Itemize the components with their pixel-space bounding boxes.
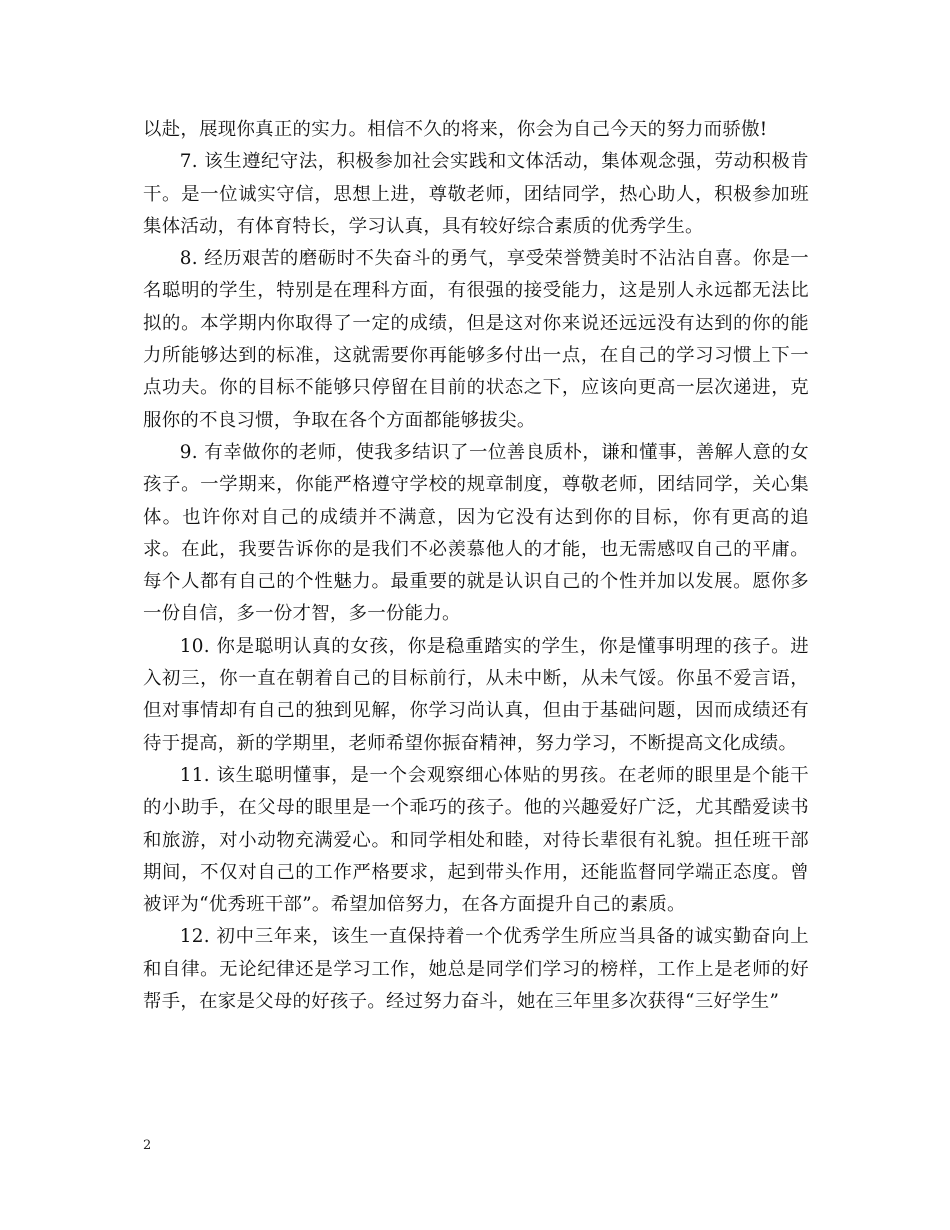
paragraph-item-10: 10. 你是聪明认真的女孩，你是稳重踏实的学生，你是懂事明理的孩子。进入初三，你一直在朝着自己的目标前行，从未中断，从未气馁。你虽不爱言语，但对事情却有自己的独到见解，你学习尚认真，但由于基础问题，因而成绩还有待于提高，新的学期里，老师希望你振奋精神，努力学习，不断提高文化成绩。	[143, 635, 809, 754]
paragraph-item-11: 11. 该生聪明懂事，是一个会观察细心体贴的男孩。在老师的眼里是个能干的小助手，在父母的眼里是一个乖巧的孩子。他的兴趣爱好广泛，尤其酷爱读书和旅游，对小动物充满爱心。和同学相处和睦，对待长辈很有礼貌。担任班干部期间，不仅对自己的工作严格要求，起到带头作用，还能监督同学端正态度。曾被评为“优秀班干部”。希望加倍努力，在各方面提升自己的素质。	[143, 764, 809, 916]
paragraph-item-9: 9. 有幸做你的老师，使我多结识了一位善良质朴，谦和懂事，善解人意的女孩子。一学期来，你能严格遵守学校的规章制度，尊敬老师，团结同学，关心集体。也许你对自己的成绩并不满意，因为它没有达到你的目标，你有更高的追求。在此，我要告诉你的是我们不必羡慕他人的才能，也无需感叹自己的平庸。每个人都有自己的个性魅力。最重要的就是认识自己的个性并加以发展。愿你多一份自信，多一份才智，多一份能力。	[143, 441, 809, 625]
paragraph-item-8: 8. 经历艰苦的磨砺时不失奋斗的勇气，享受荣誉赞美时不沾沾自喜。你是一名聪明的学生，特别是在理科方面，有很强的接受能力，这是别人永远都无法比拟的。本学期内你取得了一定的成绩，但是这对你来说还远远没有达到的你的能力所能够达到的标准，这就需要你再能够多付出一点，在自己的学习习惯上下一点功夫。你的目标不能够只停留在目前的状态之下，应该向更高一层次递进，克服你的不良习惯，争取在各个方面都能够拔尖。	[143, 248, 809, 431]
document-page	[143, 114, 809, 1018]
paragraph-continuation: 以赴，展现你真正的实力。相信不久的将来，你会为自己今天的努力而骄傲!	[143, 119, 768, 140]
paragraph-item-12: 12. 初中三年来，该生一直保持着一个优秀学生所应当具备的诚实勤奋向上和自律。无论纪律还是学习工作，她总是同学们学习的榜样，工作上是老师的好帮手，在家是父母的好孩子。经过努力奋斗，她在三年里多次获得“三好学生”	[143, 926, 809, 1013]
page-number: 2	[143, 1138, 152, 1153]
paragraph-item-7: 7. 该生遵纪守法，积极参加社会实践和文体活动，集体观念强，劳动积极肯干。是一位诚实守信，思想上进，尊敬老师，团结同学，热心助人，积极参加班集体活动，有体育特长，学习认真，具有较好综合素质的优秀学生。	[143, 151, 809, 237]
